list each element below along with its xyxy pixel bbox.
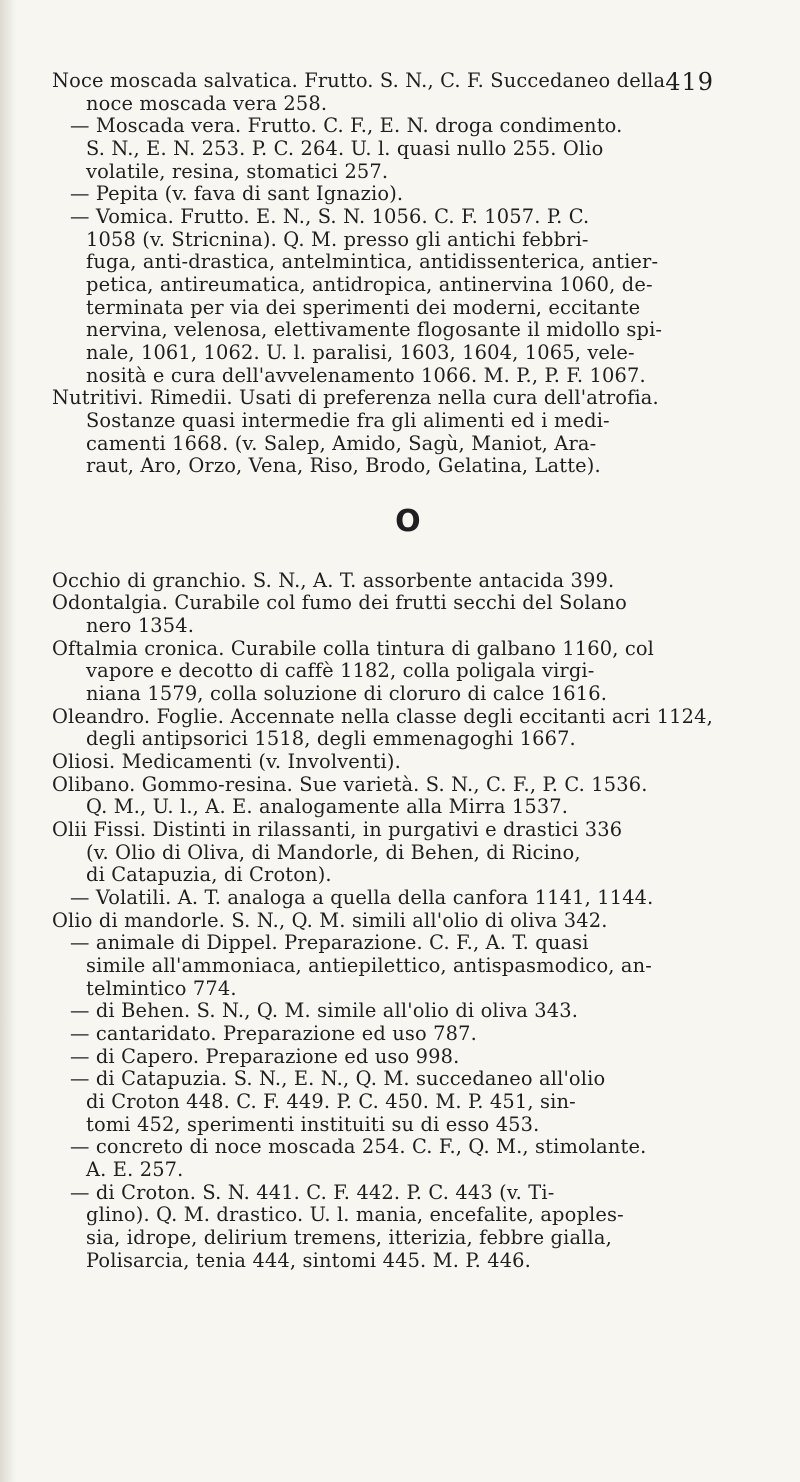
- index-line: volatile, resina, stomatici 257.: [86, 159, 389, 183]
- index-line: Oleandro. Foglie. Accennate nella classe degli eccitanti acri 1124,: [52, 704, 713, 728]
- index-line: — animale di Dippel. Preparazione. C. F., A. T. quasi: [70, 931, 589, 955]
- index-line: — di Catapuzia. S. N., E. N., Q. M. succedaneo all'olio: [70, 1067, 606, 1091]
- index-line: S. N., E. N. 253. P. C. 264. U. l. quasi nullo 255. Olio: [86, 136, 604, 160]
- index-line: Olii Fissi. Distinti in rilassanti, in purgativi e drastici 336: [52, 818, 623, 842]
- index-line: Oftalmia cronica. Curabile colla tintura di galbano 1160, col: [52, 636, 655, 660]
- index-line: niana 1579, colla soluzione di cloruro di calce 1616.: [86, 682, 608, 706]
- index-line: Polisarcia, tenia 444, sintomi 445. M. P. 446.: [86, 1248, 531, 1272]
- index-line: Oliosi. Medicamenti (v. Involventi).: [52, 750, 401, 774]
- index-line: raut, Aro, Orzo, Vena, Riso, Brodo, Gelatina, Latte).: [86, 454, 601, 478]
- index-line: 1058 (v. Stricnina). Q. M. presso gli antichi febbri-: [86, 227, 589, 251]
- index-line: petica, antireumatica, antidropica, antinervina 1060, de-: [86, 272, 653, 296]
- index-line: A. E. 257.: [86, 1157, 184, 1181]
- index-line: glino). Q. M. drastico. U. l. mania, encefalite, apoples-: [86, 1203, 624, 1227]
- index-line: vapore e decotto di caffè 1182, colla poligala virgi-: [86, 659, 595, 683]
- index-line: — Moscada vera. Frutto. C. F., E. N. droga condimento.: [70, 114, 623, 138]
- index-line: Olio di mandorle. S. N., Q. M. simili all'olio di oliva 342.: [52, 908, 608, 932]
- page-number: 419: [665, 68, 714, 96]
- index-line: fuga, anti-drastica, antelmintica, antidissenterica, antier-: [86, 250, 659, 274]
- index-line: nosità e cura dell'avvelenamento 1066. M. P., P. F. 1067.: [86, 363, 646, 387]
- index-line: Nutritivi. Rimedii. Usati di preferenza nella cura dell'atrofia.: [52, 386, 659, 410]
- index-line: simile all'ammoniaca, antiepilettico, antispasmodico, an-: [86, 953, 652, 977]
- index-line: Olibano. Gommo-resina. Sue varietà. S. N., C. F., P. C. 1536.: [52, 772, 648, 796]
- index-line: — Volatili. A. T. analoga a quella della canfora 1141, 1144.: [70, 886, 654, 909]
- index-line: di Catapuzia, di Croton).: [86, 863, 332, 887]
- index-line: noce moscada vera 258.: [86, 91, 328, 115]
- index-line: terminata per via dei sperimenti dei moderni, eccitante: [86, 295, 641, 319]
- index-line: Noce moscada salvatica. Frutto. S. N., C. F. Succedaneo della: [52, 69, 666, 92]
- index-line: — concreto di noce moscada 254. C. F., Q. M., stimolante.: [70, 1135, 647, 1159]
- page-binding-edge: [0, 0, 16, 1482]
- index-line: degli antipsorici 1518, degli emmenagoghi 1667.: [86, 727, 576, 751]
- index-line: telmintico 774.: [86, 976, 237, 1000]
- index-line: camenti 1668. (v. Salep, Amido, Sagù, Maniot, Ara-: [86, 431, 597, 455]
- index-line: di Croton 448. C. F. 449. P. C. 450. M. P. 451, sin-: [86, 1089, 576, 1113]
- index-line: Q. M., U. l., A. E. analogamente alla Mirra 1537.: [86, 795, 569, 819]
- index-line: — di Behen. S. N., Q. M. simile all'olio di oliva 343.: [70, 999, 579, 1023]
- index-line: tomi 452, sperimenti instituiti su di esso 453.: [86, 1112, 540, 1136]
- index-line: — cantaridato. Preparazione ed uso 787.: [70, 1021, 477, 1045]
- index-line: (v. Olio di Oliva, di Mandorle, di Behen, di Ricino,: [86, 840, 581, 864]
- index-line: nero 1354.: [86, 614, 195, 638]
- index-line: Sostanze quasi intermedie fra gli alimenti ed i medi-: [86, 408, 610, 432]
- index-line: nervina, velenosa, elettivamente flogosante il midollo spi-: [86, 318, 663, 342]
- index-line: — di Croton. S. N. 441. C. F. 442. P. C. 443 (v. Ti-: [70, 1180, 555, 1204]
- index-line: — di Capero. Preparazione ed uso 998.: [70, 1044, 460, 1068]
- index-line: sia, idrope, delirium tremens, itterizia, febbre gialla,: [86, 1225, 612, 1249]
- index-line: — Vomica. Frutto. E. N., S. N. 1056. C. F. 1057. P. C.: [70, 204, 590, 228]
- index-page: [52, 70, 764, 1272]
- index-line: — Pepita (v. fava di sant Ignazio).: [70, 182, 404, 206]
- index-line: Odontalgia. Curabile col fumo dei frutti secchi del Solano: [52, 591, 627, 615]
- index-line: Occhio di granchio. S. N., A. T. assorbente antacida 399.: [52, 568, 615, 592]
- index-line: nale, 1061, 1062. U. l. paralisi, 1603, 1604, 1065, vele-: [86, 340, 635, 364]
- section-letter: O: [395, 503, 421, 539]
